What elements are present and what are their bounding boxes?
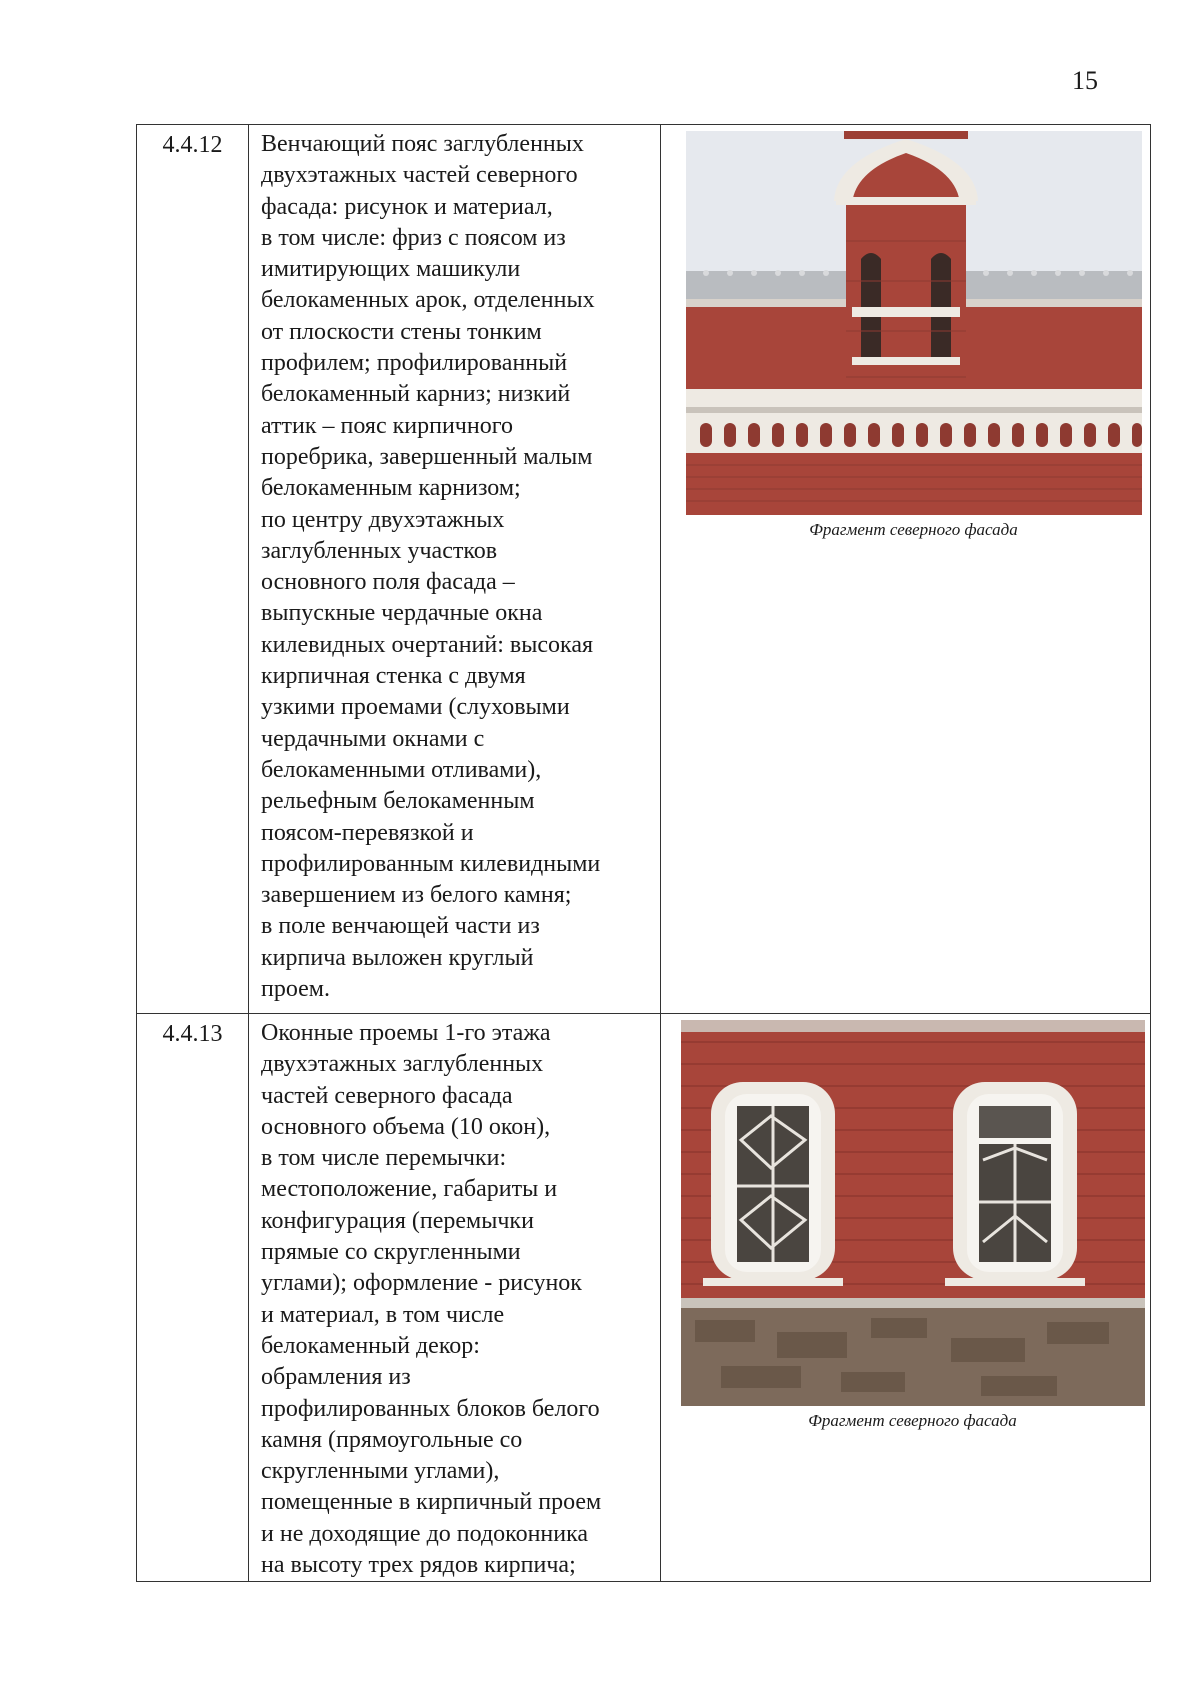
photo-caption: Фрагмент северного фасада [808, 1411, 1017, 1430]
photo-caption: Фрагмент северного фасада [809, 520, 1018, 539]
table-row [137, 125, 1151, 1014]
north-facade-cornice-photo [686, 131, 1142, 515]
north-facade-windows-photo [681, 1020, 1145, 1406]
item-number: 4.4.13 [137, 1014, 249, 1582]
table-row [137, 1014, 1151, 1582]
item-number: 4.4.12 [137, 125, 249, 1014]
page-number: 15 [1072, 66, 1098, 95]
photo-cell [661, 1014, 1151, 1582]
photo-cell [661, 125, 1151, 1014]
item-description: Венчающий пояс заглубленных двухэтажных частей северного фасада: рисунок и материал, в том числе: фриз с поясом из имитирующих машикули белокаменных арок, отделенных от плоскости стены тонким профилем; профилированный белокаменный карниз; низкий аттик – пояс кирпичного поребрика, завершенный малым белокаменным карнизом; по центру двухэтажных заглубленных участков основного поля фасада – выпускные чердачные окна килевидных очертаний: высокая кирпичная стенка с двумя узкими проемами (слуховыми чердачными окнами с белокаменными отливами), рельефным белокаменным поясом-перевязкой и профилированным килевидными завершением из белого камня; в поле венчающей части из кирпича выложен круглый проем. [249, 125, 661, 1014]
item-description: Оконные проемы 1-го этажа двухэтажных заглубленных частей северного фасада основного объема (10 окон), в том числе перемычки: местоположение, габариты и конфигурация (перемычки прямые со скругленными углами); оформление - рисунок и материал, в том числе белокаменный декор: обрамления из профилированных блоков белого камня (прямоугольные со скругленными углами), помещенные в кирпичный проем и не доходящие до подоконника на высоту трех рядов кирпича; [249, 1014, 661, 1582]
heritage-elements-table [136, 124, 1151, 1582]
